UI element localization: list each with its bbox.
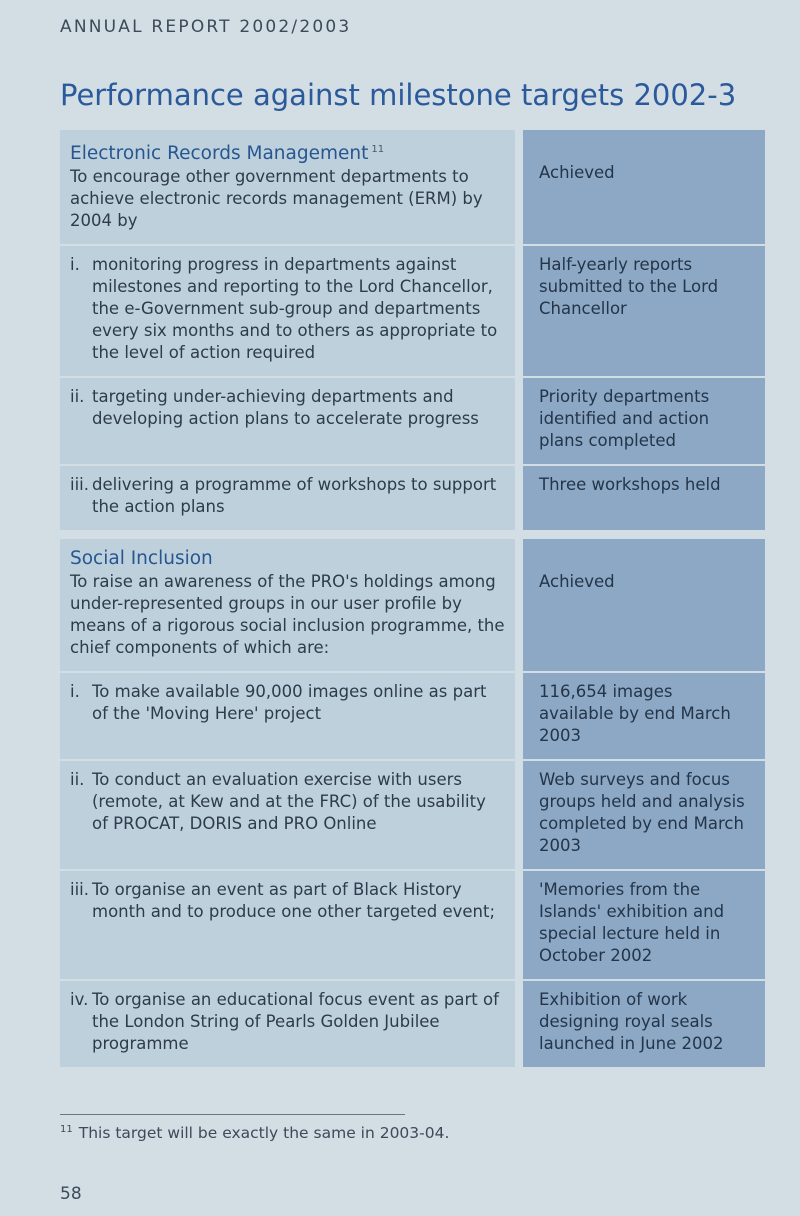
section-electronic-records — [60, 130, 765, 530]
running-head: ANNUAL REPORT 2002/2003 — [60, 17, 352, 37]
target-cell — [60, 759, 515, 869]
target-cell — [60, 979, 515, 1067]
result-cell: 'Memories from the Islands' exhibition and special lecture held in October 2002 — [523, 869, 765, 979]
page-title: Performance against milestone targets 2002-3 — [60, 78, 737, 112]
item-number: ii. — [70, 770, 85, 790]
footnote-reference: 11 — [371, 144, 385, 155]
target-cell — [60, 376, 515, 464]
target-cell — [60, 869, 515, 979]
result-cell: Achieved — [523, 539, 765, 671]
section-title-text: Electronic Records Management — [70, 143, 369, 165]
item-text: To conduct an evaluation exercise with users (remote, at Kew and at the FRC) of the usability of PROCAT, DORIS and PRO Online — [92, 770, 486, 834]
section-social-inclusion — [60, 539, 765, 1067]
target-cell — [60, 244, 515, 376]
item-text: targeting under-achieving departments and developing action plans to accelerate progress — [92, 387, 479, 429]
table-row — [60, 869, 765, 979]
result-cell: 116,654 images available by end March 2003 — [523, 671, 765, 759]
section-title — [70, 138, 505, 166]
result-cell: Exhibition of work designing royal seals launched in June 2002 — [523, 979, 765, 1067]
target-cell — [60, 464, 515, 530]
item-text: To organise an educational focus event as part of the London String of Pearls Golden Jubilee programme — [92, 990, 499, 1054]
item-number: iv. — [70, 990, 89, 1010]
item-text: To make available 90,000 images online as part of the 'Moving Here' project — [92, 682, 487, 724]
section-header-row — [60, 130, 765, 244]
table-row — [60, 671, 765, 759]
footnote-text: This target will be exactly the same in 2003-04. — [78, 1124, 450, 1143]
section-header-row — [60, 539, 765, 671]
table-row — [60, 759, 765, 869]
section-intro: To raise an awareness of the PRO's holdings among under-represented groups in our user profile by means of a rigorous social inclusion programme, the chief components of which are: — [70, 572, 505, 658]
result-cell: Three workshops held — [523, 464, 765, 530]
table-row — [60, 244, 765, 376]
target-cell — [60, 130, 515, 244]
result-cell: Priority departments identified and action plans completed — [523, 376, 765, 464]
item-number: ii. — [70, 387, 85, 407]
target-cell — [60, 539, 515, 671]
item-number: iii. — [70, 475, 89, 495]
page-number: 58 — [60, 1184, 82, 1204]
item-number: iii. — [70, 880, 89, 900]
section-intro: To encourage other government departments to achieve electronic records management (ERM) by 2004 by — [70, 167, 483, 231]
item-text: monitoring progress in departments against milestones and reporting to the Lord Chancellor, the e-Government sub-group and departments every six months and to others as appropriate to the level of action required — [92, 255, 498, 363]
table-row — [60, 464, 765, 530]
item-number: i. — [70, 682, 80, 702]
item-text: To organise an event as part of Black History month and to produce one other targeted event; — [92, 880, 496, 922]
table-row — [60, 376, 765, 464]
footnote-divider — [60, 1114, 405, 1115]
item-number: i. — [70, 255, 80, 275]
footnote — [60, 1124, 449, 1142]
result-cell: Achieved — [523, 130, 765, 244]
result-cell: Half-yearly reports submitted to the Lord Chancellor — [523, 244, 765, 376]
table-row — [60, 979, 765, 1067]
section-title: Social Inclusion — [70, 548, 213, 570]
target-cell — [60, 671, 515, 759]
item-text: delivering a programme of workshops to support the action plans — [92, 475, 497, 517]
milestone-table — [60, 130, 765, 1076]
result-cell: Web surveys and focus groups held and analysis completed by end March 2003 — [523, 759, 765, 869]
footnote-mark: 11 — [60, 1124, 73, 1135]
